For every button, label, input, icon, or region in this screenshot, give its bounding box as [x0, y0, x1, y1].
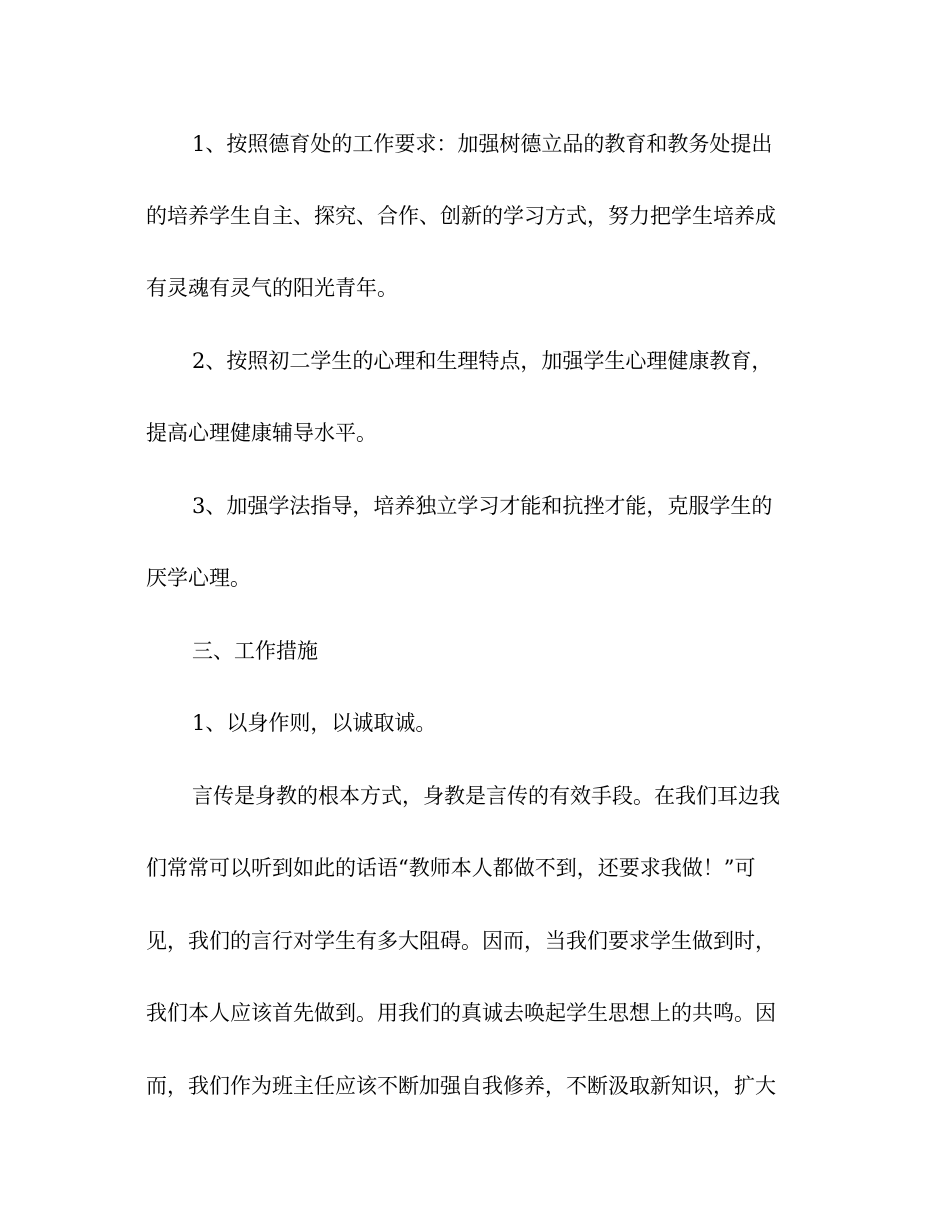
- paragraph-line: 3、加强学法指导，培养独立学习才能和抗挫才能，克服学生的: [192, 494, 773, 518]
- paragraph-line: 见，我们的言行对学生有多大阻碍。因而，当我们要求学生做到时，: [146, 929, 776, 953]
- paragraph-line: 2、按照初二学生的心理和生理特点，加强学生心理健康教育，: [192, 349, 773, 373]
- paragraph-line: 有灵魂有灵气的阳光青年。: [146, 276, 398, 300]
- paragraph-line: 1、按照德育处的工作要求：加强树德立品的教育和教务处提出: [192, 132, 773, 156]
- paragraph-line: 的培养学生自主、探究、合作、创新的学习方式，努力把学生培养成: [146, 204, 776, 228]
- paragraph-line: 厌学心理。: [146, 566, 251, 590]
- paragraph-line: 提高心理健康辅导水平。: [146, 421, 377, 445]
- paragraph-line: 们常常可以听到如此的话语“教师本人都做不到，还要求我做！”可: [146, 856, 756, 880]
- section-heading: 三、工作措施: [192, 639, 318, 663]
- paragraph-line: 我们本人应该首先做到。用我们的真诚去唤起学生思想上的共鸣。因: [146, 1001, 776, 1025]
- paragraph-line: 而，我们作为班主任应该不断加强自我修养，不断汲取新知识，扩大: [146, 1074, 776, 1098]
- paragraph-line: 言传是身教的根本方式，身教是言传的有效手段。在我们耳边我: [192, 784, 780, 808]
- subsection-heading: 1、以身作则，以诚取诚。: [192, 711, 437, 735]
